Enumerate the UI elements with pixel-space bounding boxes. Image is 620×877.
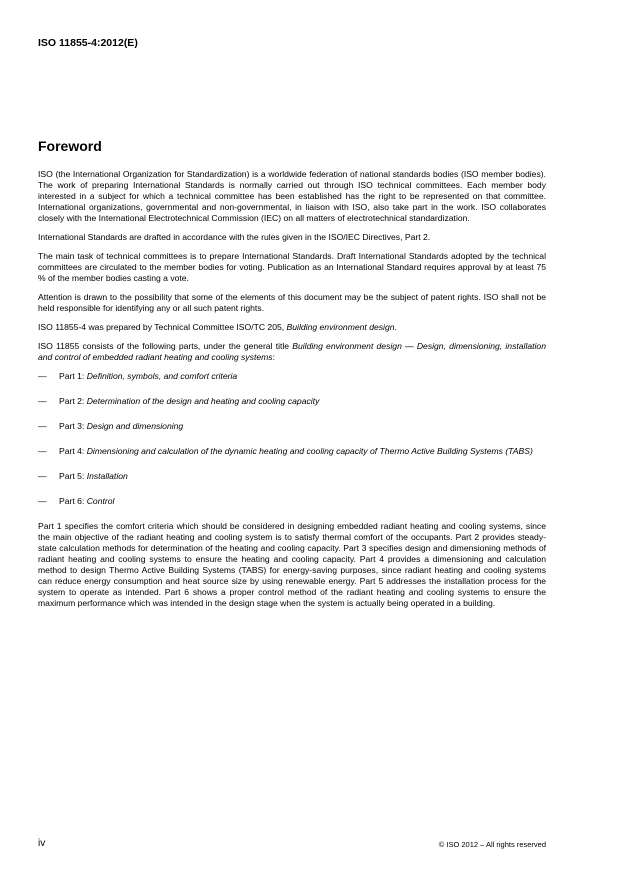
part-title: Control	[86, 496, 115, 506]
paragraph-prepared-by	[38, 322, 546, 333]
part-title: Determination of the design and heating and cooling capacity	[86, 396, 320, 406]
part-title: Design and dimensioning	[86, 421, 184, 431]
part-label: Part 6:	[59, 496, 87, 506]
dash-marker: —	[38, 496, 47, 506]
dash-marker: —	[38, 371, 47, 381]
dash-marker: —	[38, 446, 47, 456]
list-item-part-3	[38, 421, 546, 432]
paragraph-drafting-rules: International Standards are drafted in accordance with the rules given in the ISO/IEC Directives, Part 2.	[38, 232, 431, 242]
document-identifier: ISO 11855-4:2012(E)	[38, 37, 138, 49]
part-label: Part 2:	[59, 396, 87, 406]
parts-intro-prefix: ISO 11855 consists of the following parts, under the general title	[38, 341, 293, 351]
part-title: Dimensioning and calculation of the dynamic heating and cooling capacity of Thermo Active Building Systems (TABS)	[86, 446, 533, 456]
paragraph-parts-summary: Part 1 specifies the comfort criteria which should be considered in designing embedded radiant heating and cooling systems, since the main objective of the radiant heating and cooling system is to satisfy thermal comfort of the occupants. Part 2 provides steady-state calculation methods for determination of the heating and cooling capacity. Part 3 specifies design and dimensioning methods of radiant heating and cooling systems to ensure the heating and cooling capacity. Part 4 provides a dimensioning and calculation method to design Thermo Active Building Systems (TABS) for energy-saving purposes, since radiant heating and cooling systems can reduce energy consumption and heat source size by using renewable energy. Part 5 addresses the installation process for the system to operate as intended. Part 6 shows a proper control method of the radiant heating and cooling systems to ensure the maximum performance which was intended in the design stage when the system is actually being operated in a building.	[38, 521, 546, 608]
parts-intro-suffix: :	[272, 352, 275, 362]
list-item-part-1	[38, 371, 546, 382]
paragraph-parts-intro	[38, 341, 546, 363]
dash-marker: —	[38, 421, 47, 431]
foreword-body	[38, 169, 546, 617]
parts-list	[38, 371, 546, 507]
paragraph-patent-notice: Attention is drawn to the possibility that some of the elements of this document may be the subject of patent rights. ISO shall not be held responsible for identifying any or all such patent rights.	[38, 292, 546, 313]
dash-marker: —	[38, 471, 47, 481]
parts-intro-title: Building environment design — Design, dimensioning, installation and control of embedded radiant heating and cooling systems	[38, 341, 546, 362]
part-label: Part 5:	[59, 471, 87, 481]
part-label: Part 3:	[59, 421, 87, 431]
prepared-by-prefix: ISO 11855-4 was prepared by Technical Committee ISO/TC 205,	[38, 322, 287, 332]
part-label: Part 1:	[59, 371, 87, 381]
list-item-part-6	[38, 496, 546, 507]
page-title: Foreword	[38, 138, 102, 154]
prepared-by-title: Building environment design	[286, 322, 395, 332]
prepared-by-suffix: .	[394, 322, 397, 332]
list-item-part-4	[38, 446, 546, 457]
paragraph-committee-task: The main task of technical committees is to prepare International Standards. Draft International Standards adopted by the technical committees are circulated to the member bodies for voting. Publication as an International Standard requires approval by at least 75 % of the member bodies casting a vote.	[38, 251, 546, 283]
part-label: Part 4:	[59, 446, 87, 456]
part-title: Installation	[86, 471, 128, 481]
dash-marker: —	[38, 396, 47, 406]
copyright-notice: © ISO 2012 – All rights reserved	[438, 840, 546, 849]
part-title: Definition, symbols, and comfort criteria	[86, 371, 238, 381]
page-number: iv	[38, 838, 46, 849]
paragraph-iso-description: ISO (the International Organization for Standardization) is a worldwide federation of national standards bodies (ISO member bodies). The work of preparing International Standards is normally carried out through ISO technical committees. Each member body interested in a subject for which a technical committee has been established has the right to be represented on that committee. International organizations, governmental and non-governmental, in liaison with ISO, also take part in the work. ISO collaborates closely with the International Electrotechnical Commission (IEC) on all matters of electrotechnical standardization.	[38, 169, 546, 223]
list-item-part-5	[38, 471, 546, 482]
list-item-part-2	[38, 396, 546, 407]
